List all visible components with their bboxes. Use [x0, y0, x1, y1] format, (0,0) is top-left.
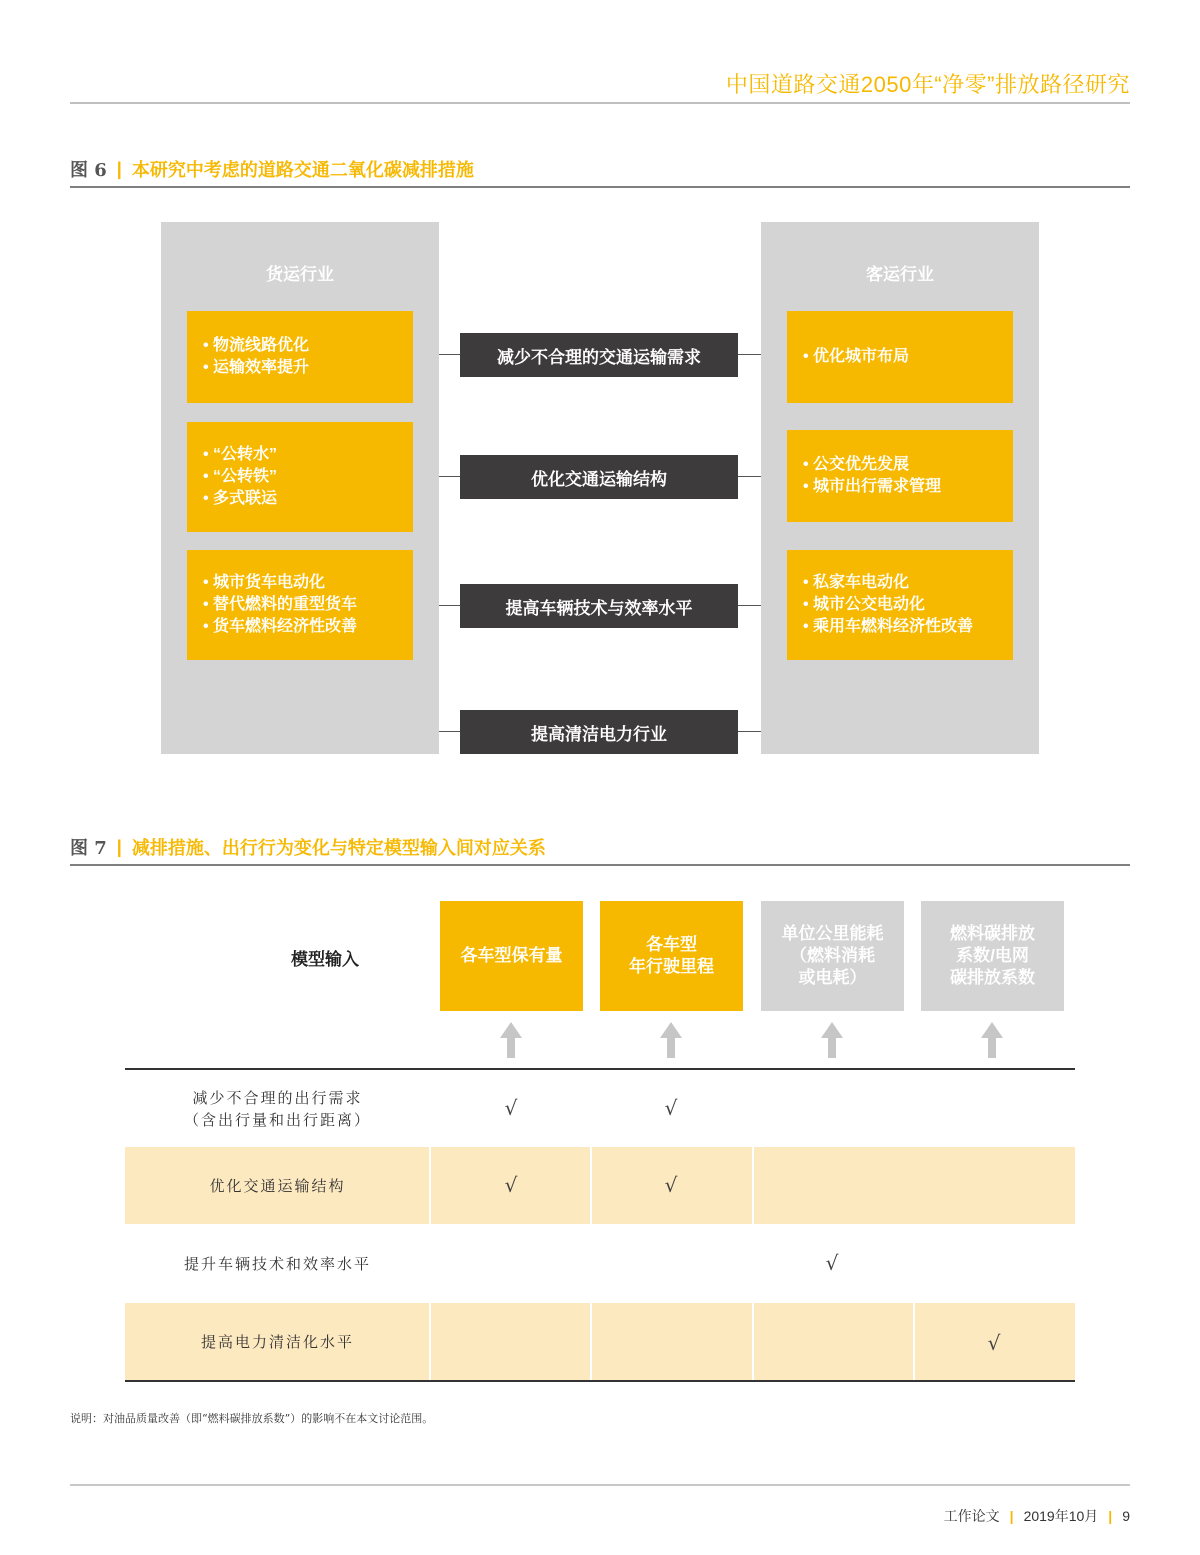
figure-6-title [70, 152, 1130, 188]
freight-box-1 [187, 311, 413, 403]
passenger-box-2 [787, 430, 1013, 522]
row-label-line: 提高电力清洁化水平 [200, 1332, 354, 1351]
table-row [125, 1303, 1075, 1380]
check-mark: √ [664, 1096, 678, 1120]
column-head-line: 系数/电网 [956, 946, 1029, 965]
freight-item: • 多式联运 [203, 490, 278, 507]
figure-7-separator: | [116, 836, 122, 857]
freight-item: • 运输效率提升 [203, 359, 310, 376]
freight-box-2 [187, 422, 413, 532]
measure-box-vehicle-tech: 提高车辆技术与效率水平 [460, 584, 738, 628]
column-head-line: 碳排放系数 [950, 968, 1035, 987]
footer-separator: | [1108, 1508, 1113, 1524]
column-head-line: 各车型保有量 [460, 946, 563, 965]
column-head-vehicle-stock [440, 901, 583, 1011]
column-head-emission-factor [921, 901, 1064, 1011]
column-head-line: 各车型 [646, 935, 697, 954]
report-title: 中国道路交通2050年“净零”排放路径研究 [725, 72, 1130, 97]
column-head-line: （燃料消耗 [790, 946, 875, 965]
freight-item: • “公转水” [203, 446, 278, 463]
figure-6-caption: 本研究中考虑的道路交通二氧化碳减排措施 [131, 160, 474, 180]
passenger-panel-title: 客运行业 [866, 265, 934, 284]
measure-box-clean-power: 提高清洁电力行业 [460, 710, 738, 754]
freight-item: • 物流线路优化 [203, 337, 310, 354]
row-label [125, 1303, 430, 1380]
footer-label: 工作论文 [943, 1508, 1000, 1524]
passenger-item: • 城市公交电动化 [803, 596, 926, 613]
page-footer [944, 1506, 1130, 1526]
check-mark: √ [664, 1173, 678, 1197]
column-head-energy-intensity [761, 901, 904, 1011]
column-head-line: 单位公里能耗 [781, 924, 884, 943]
column-head-line: 年行驶里程 [629, 957, 714, 976]
model-input-label: 模型输入 [291, 950, 359, 969]
passenger-item: • 乘用车燃料经济性改善 [803, 618, 974, 635]
freight-panel [161, 222, 439, 754]
passenger-item: • 优化城市布局 [803, 348, 910, 365]
passenger-item: • 公交优先发展 [803, 456, 910, 473]
figure-7-caption: 减排措施、出行行为变化与特定模型输入间对应关系 [131, 838, 546, 858]
table-bottom-rule [125, 1380, 1075, 1382]
freight-item: • “公转铁” [203, 468, 278, 485]
column-head-vkt [600, 901, 743, 1011]
figure-6-number: 图 6 [70, 160, 107, 181]
check-mark: √ [825, 1251, 839, 1275]
column-head-line: 或电耗） [798, 968, 867, 987]
measure-box-demand: 减少不合理的交通运输需求 [460, 333, 738, 377]
freight-item: • 替代燃料的重型货车 [203, 596, 358, 613]
row-label-line: 减少不合理的出行需求 [192, 1088, 363, 1107]
page-header [70, 60, 1130, 104]
check-mark: √ [504, 1173, 518, 1197]
table-row [125, 1225, 1075, 1302]
table-row [125, 1147, 1075, 1224]
arrow-up-icon [821, 1022, 843, 1058]
row-label-line: 优化交通运输结构 [209, 1176, 346, 1195]
footer-date: 2019年10月 [1023, 1508, 1099, 1524]
passenger-item: • 私家车电动化 [803, 574, 910, 591]
column-head-line: 燃料碳排放 [950, 924, 1035, 943]
row-label [125, 1147, 430, 1224]
row-label [125, 1225, 430, 1302]
row-label-line: （含出行量和出行距离） [183, 1110, 371, 1129]
figure-7-title [70, 830, 1130, 866]
table-row [125, 1070, 1075, 1147]
passenger-panel [761, 222, 1039, 754]
figure-6-separator: | [116, 158, 122, 179]
footer-separator: | [1009, 1508, 1014, 1524]
check-mark: √ [504, 1096, 518, 1120]
passenger-box-3 [787, 550, 1013, 660]
measure-box-structure: 优化交通运输结构 [460, 455, 738, 499]
freight-item: • 城市货车电动化 [203, 574, 326, 591]
passenger-box-1 [787, 311, 1013, 403]
arrow-up-icon [660, 1022, 682, 1058]
check-mark: √ [987, 1331, 1001, 1355]
row-label-line: 提升车辆技术和效率水平 [183, 1254, 371, 1273]
arrow-up-icon [500, 1022, 522, 1058]
row-label [125, 1070, 430, 1147]
figure-7-number: 图 7 [70, 838, 107, 859]
freight-panel-title: 货运行业 [266, 265, 334, 284]
figure-7-note: 说明：对油品质量改善（即“燃料碳排放系数”）的影响不在本文讨论范围。 [70, 1412, 434, 1425]
passenger-item: • 城市出行需求管理 [803, 478, 942, 495]
page-number: 9 [1122, 1508, 1130, 1524]
freight-item: • 货车燃料经济性改善 [203, 618, 358, 635]
footer-rule [70, 1484, 1130, 1486]
freight-box-3 [187, 550, 413, 660]
arrow-up-icon [981, 1022, 1003, 1058]
